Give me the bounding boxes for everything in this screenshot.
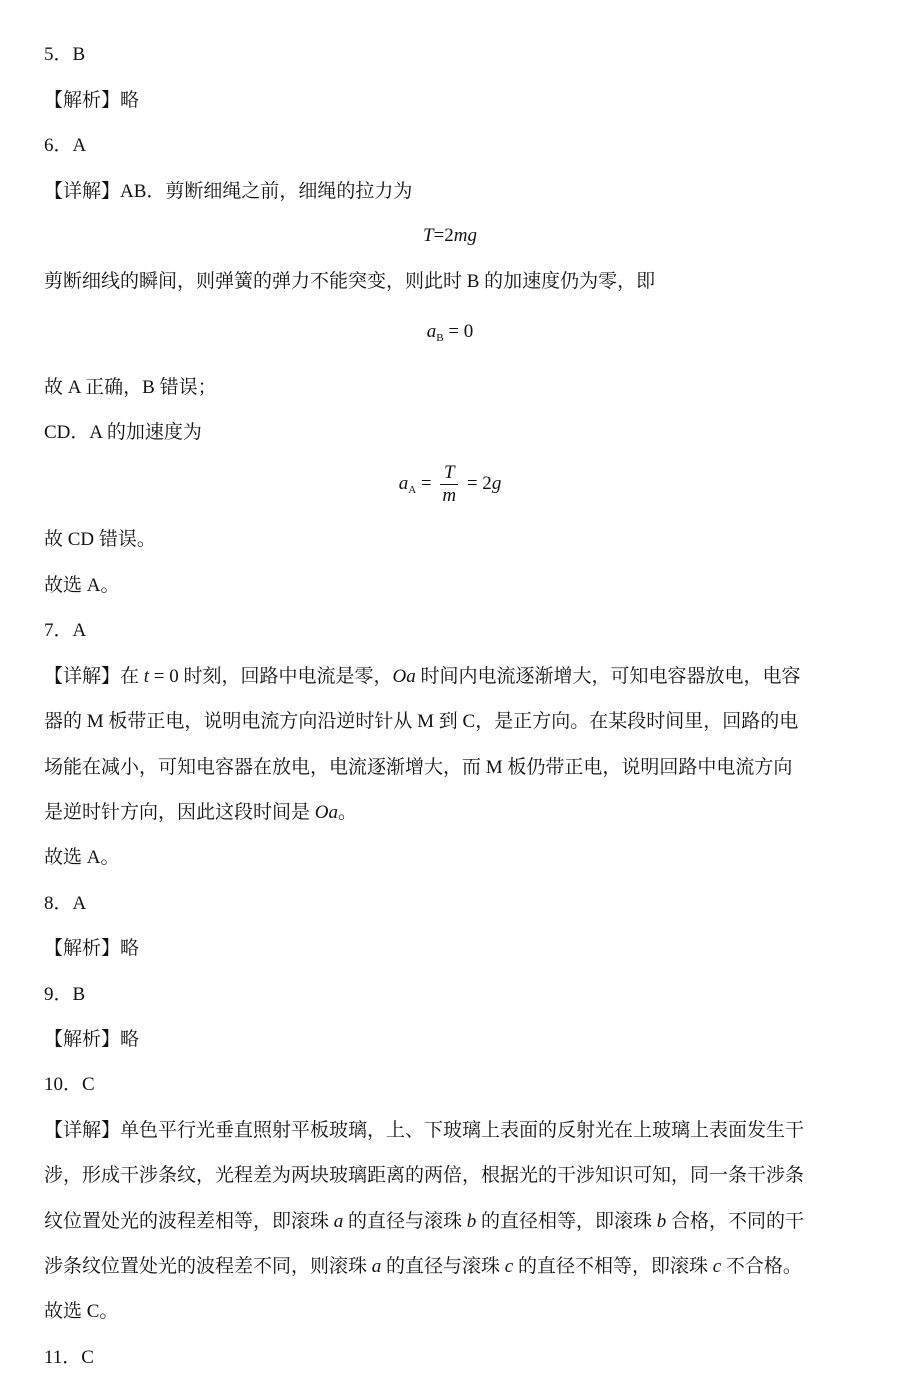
answer-6-paragraph: 故 A 正确，B 错误； [44,377,217,398]
answer-6-paragraph: 【详解】AB．剪断细绳之前，细绳的拉力为 [44,181,413,202]
answer-10-paragraph: 【详解】单色平行光垂直照射平板玻璃，上、下玻璃上表面的反射光在上玻璃上表面发生干 [44,1120,805,1141]
answer-7-conclusion: 故选 A。 [44,847,120,868]
answer-5-heading: 5．B [44,44,86,65]
answer-7-paragraph: 场能在减小，可知电容器在放电，电流逐渐增大，而 M 板仍带正电，说明回路中电流方向 [44,757,793,778]
answer-6-paragraph: 故 CD 错误。 [44,529,156,550]
answer-10-heading: 10．C [44,1074,95,1095]
answer-6-heading: 6．A [44,135,87,156]
answer-9-heading: 9．B [44,984,86,1005]
answer-7-paragraph: 【详解】在 t = 0 时刻，回路中电流是零，Oa 时间内电流逐渐增大，可知电容器放电，电容 [44,666,801,687]
answer-6-paragraph: 剪断细线的瞬间，则弹簧的弹力不能突变，则此时 B 的加速度仍为零，即 [44,271,656,292]
answer-8-analysis: 【解析】略 [44,938,140,959]
fraction: $\frac{T}{m}$ [442,462,457,506]
equation-tension: T=2mg [422,225,478,246]
answer-6-conclusion: 故选 A。 [44,575,120,596]
answer-10-paragraph: 纹位置处光的波程差相等，即滚珠 a 的直径与滚珠 b 的直径相等，即滚珠 b 合格，不同的干 [44,1211,805,1232]
answer-11-heading: 11．C [44,1347,94,1368]
answer-7-paragraph: 器的 M 板带正电，说明电流方向沿逆时针从 M 到 C，是正方向。在某段时间里，回路的电 [44,711,799,732]
answer-6-paragraph: CD．A 的加速度为 [44,422,202,443]
answer-7-paragraph: 是逆时针方向，因此这段时间是 Oa。 [44,802,358,823]
answer-9-analysis: 【解析】略 [44,1029,140,1050]
answer-10-paragraph: 涉，形成干涉条纹，光程差为两块玻璃距离的两倍，根据光的干涉知识可知，同一条干涉条 [44,1165,805,1186]
equation-acceleration-a: $a_A$ = $\frac{T}{m}$ = 2g [398,462,502,506]
answer-7-heading: 7．A [44,620,87,641]
answer-8-heading: 8．A [44,893,87,914]
answer-10-paragraph: 涉条纹位置处光的波程差不同，则滚珠 a 的直径与滚珠 c 的直径不相等，即滚珠 c 不合格。 [44,1256,802,1277]
answer-10-conclusion: 故选 C。 [44,1301,119,1322]
answer-5-analysis: 【解析】略 [44,90,140,111]
equation-acceleration-b: $a_B = 0$ [426,321,474,344]
